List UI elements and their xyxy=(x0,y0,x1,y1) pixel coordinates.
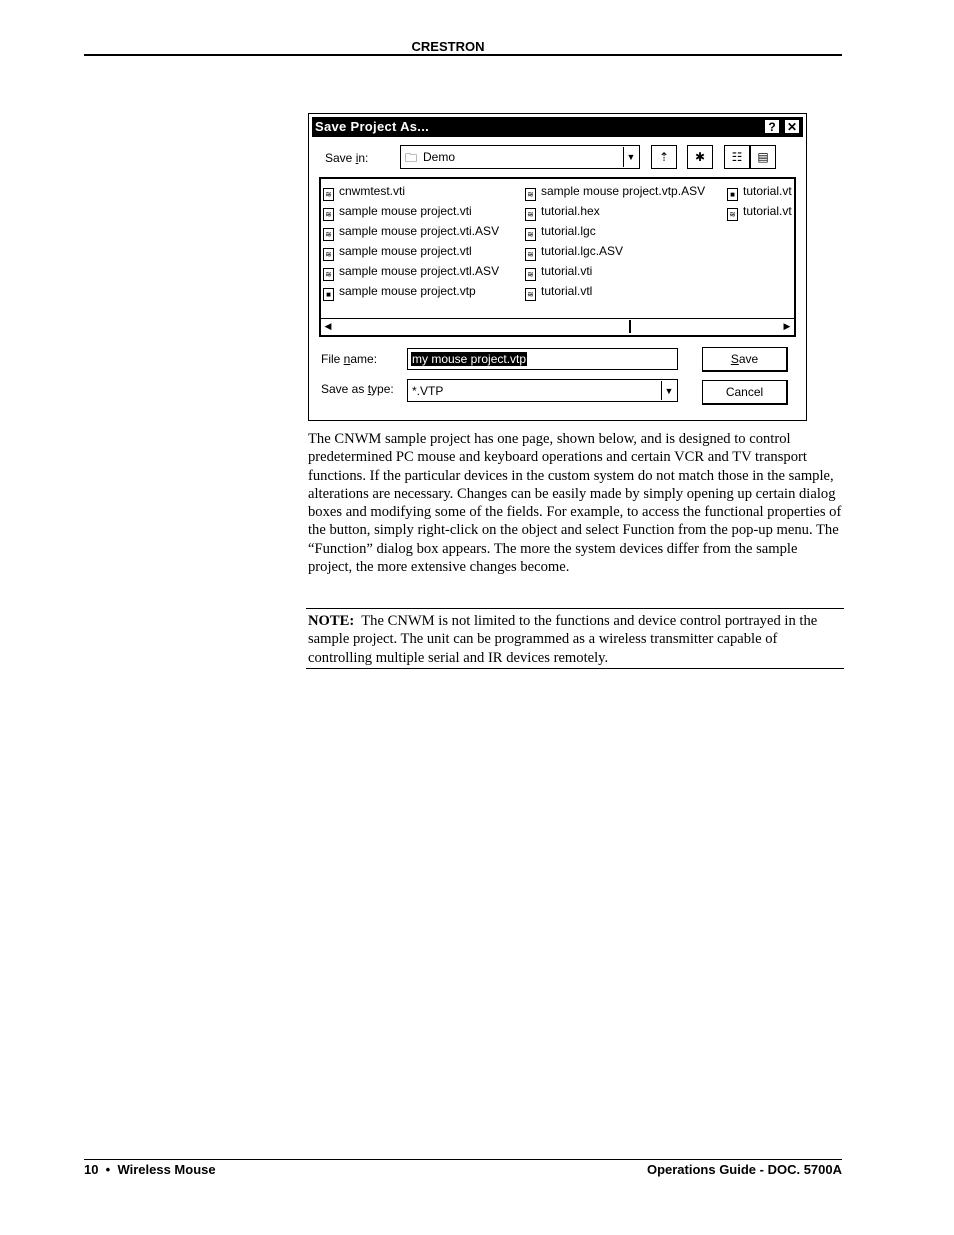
footer-doc-label: Operations Guide - DOC. 5700A xyxy=(646,1162,842,1177)
cancel-button[interactable]: Cancel xyxy=(702,380,788,405)
file-column-1 xyxy=(323,181,499,301)
list-item[interactable]: ■ sample mouse project.vtp xyxy=(323,281,499,301)
save-project-dialog xyxy=(308,113,807,421)
file-icon: ≋ xyxy=(525,228,536,241)
file-list[interactable] xyxy=(319,177,796,337)
dialog-title: Save Project As... xyxy=(315,119,430,134)
note-text: The CNWM is not limited to the functions and device control portrayed in the sample project. The unit can be programmed as a wireless transmitter capable of controlling multiple serial and IR devices remotely. xyxy=(308,613,818,666)
list-item[interactable]: ≋ tutorial.lgc.ASV xyxy=(525,241,705,261)
project-file-icon: ■ xyxy=(323,288,334,301)
new-folder-icon: ✱ xyxy=(694,150,706,164)
list-item[interactable]: ≋ sample mouse project.vtl.ASV xyxy=(323,261,499,281)
list-item[interactable]: ■ tutorial.vt xyxy=(727,181,792,201)
save-type-value: *.VTP xyxy=(412,384,444,398)
list-view-icon: ☷ xyxy=(731,150,743,164)
horizontal-scrollbar[interactable] xyxy=(321,318,794,335)
list-item[interactable]: ≋ tutorial.hex xyxy=(525,201,705,221)
file-icon: ≋ xyxy=(525,268,536,281)
file-icon: ≋ xyxy=(323,208,334,221)
dialog-titlebar xyxy=(312,117,803,137)
page-header-title: CRESTRON xyxy=(411,39,485,54)
file-icon: ≋ xyxy=(525,188,536,201)
folder-icon: 🗀 xyxy=(405,151,418,165)
list-item[interactable]: ≋ tutorial.lgc xyxy=(525,221,705,241)
file-icon: ≋ xyxy=(323,248,334,261)
list-item[interactable]: ≋ cnwmtest.vti xyxy=(323,181,499,201)
up-folder-icon: ⇡ xyxy=(658,150,670,164)
up-folder-button[interactable] xyxy=(651,145,677,169)
file-name-label: File name: xyxy=(321,352,378,366)
new-folder-button[interactable] xyxy=(687,145,713,169)
save-in-value: Demo xyxy=(423,150,456,164)
scrollbar-thumb[interactable] xyxy=(337,320,631,333)
file-icon: ≋ xyxy=(525,208,536,221)
note-box xyxy=(306,608,844,669)
list-item[interactable]: ≋ tutorial.vtl xyxy=(525,281,705,301)
footer-page-label: 10 • Wireless Mouse xyxy=(84,1162,216,1177)
file-name-input[interactable] xyxy=(407,348,678,370)
file-icon: ≋ xyxy=(525,248,536,261)
file-icon: ≋ xyxy=(323,268,334,281)
note-content xyxy=(308,612,844,667)
note-label: NOTE: xyxy=(308,613,355,629)
save-in-label: Save in: xyxy=(325,151,369,165)
list-item[interactable]: ≋ tutorial.vti xyxy=(525,261,705,281)
file-column-3 xyxy=(727,181,792,221)
save-type-label: Save as type: xyxy=(321,382,394,396)
body-paragraph: The CNWM sample project has one page, shown below, and is designed to control predetermined PC mouse and keyboard operations and certain VCR and TV transport functions. If the particular devices in the custom system do not match those in the sample, alterations are necessary. Changes can be easily made by simply opening up certain dialog boxes and modifying some of the fields. For example, to access the functional properties of the button, simply right-click on the object and select Function from the pop-up menu. The “Function” dialog box appears. The more the system devices differ from the sample project, the more extensive changes become. xyxy=(308,431,842,576)
chevron-down-icon[interactable]: ▼ xyxy=(623,147,638,167)
list-view-button[interactable] xyxy=(724,145,750,169)
help-button[interactable]: ? xyxy=(764,119,780,134)
scroll-right-icon[interactable]: ▶ xyxy=(783,321,791,331)
header-rule xyxy=(84,54,842,56)
file-icon: ≋ xyxy=(323,228,334,241)
close-button[interactable]: ✕ xyxy=(784,119,800,134)
list-item[interactable]: ≋ sample mouse project.vtp.ASV xyxy=(525,181,705,201)
save-in-select[interactable] xyxy=(400,145,640,169)
file-column-2 xyxy=(525,181,705,301)
save-button[interactable]: Save xyxy=(702,347,788,372)
footer-rule xyxy=(84,1159,842,1160)
save-type-select[interactable] xyxy=(407,379,678,402)
file-name-value: my mouse project.vtp xyxy=(412,352,527,366)
scroll-left-icon[interactable]: ◀ xyxy=(324,321,332,331)
list-item[interactable]: ≋ sample mouse project.vti.ASV xyxy=(323,221,499,241)
list-item[interactable]: ≋ sample mouse project.vti xyxy=(323,201,499,221)
list-item[interactable]: ≋ tutorial.vt xyxy=(727,201,792,221)
file-icon: ≋ xyxy=(323,188,334,201)
chevron-down-icon[interactable]: ▼ xyxy=(661,381,676,400)
details-view-button[interactable] xyxy=(750,145,776,169)
project-file-icon: ■ xyxy=(727,188,738,201)
file-icon: ≋ xyxy=(525,288,536,301)
file-icon: ≋ xyxy=(727,208,738,221)
details-view-icon: ▤ xyxy=(757,150,769,164)
list-item[interactable]: ≋ sample mouse project.vtl xyxy=(323,241,499,261)
